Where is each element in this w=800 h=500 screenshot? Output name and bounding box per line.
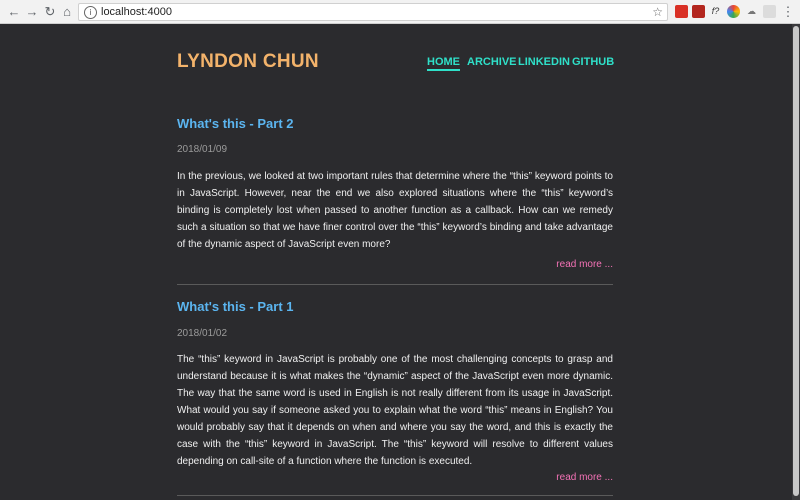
weather-extension-icon[interactable]: ☁ — [747, 6, 756, 16]
post-divider — [177, 495, 613, 496]
post-excerpt: In the previous, we looked at two important rules that determine where the “this” keyword points to in JavaScript. However, near the end we also explored situations where the “this” keyword’s binding is completely lost when passed to another function as a callback. How can we remedy such a situation so that we have finer control over the “this” keyword’s binding and take advantage of the dynamic aspect of JavaScript even more? — [177, 171, 613, 250]
address-bar-url[interactable]: localhost:4000 — [101, 6, 172, 18]
read-more-link[interactable]: read more ... — [556, 259, 613, 270]
scrollbar-thumb[interactable] — [793, 26, 799, 496]
page-scrollbar[interactable] — [792, 24, 800, 500]
home-icon[interactable]: ⌂ — [63, 4, 71, 19]
page-content — [0, 24, 792, 500]
info-icon[interactable]: i — [84, 6, 97, 19]
post-divider — [177, 284, 613, 285]
site-title[interactable]: LYNDON CHUN — [177, 51, 319, 72]
post-date: 2018/01/02 — [177, 328, 228, 339]
bookmark-star-icon[interactable]: ☆ — [652, 5, 663, 19]
post-excerpt: The “this” keyword in JavaScript is probably one of the most challenging concepts to grasp and understand because it is what makes the “dynamic” aspect of the JavaScript even more dynamic. The way that the same word is used in English is not really different from its usage in JavaScript. What would you say if someone asked you to explain what the word “this” means in English? You would probably say that it depends on when and where you say the word, and this is exactly the case with the “this” keyword in JavaScript. The “this” keyword will resolve to different values depending on call-site of a function where the function is executed. — [177, 354, 613, 467]
reload-icon[interactable]: ↻ — [44, 4, 56, 19]
read-more-link[interactable]: read more ... — [556, 472, 613, 483]
post-title[interactable]: What's this - Part 1 — [177, 299, 294, 314]
formula-extension-icon[interactable]: f? — [711, 6, 720, 16]
nav-github[interactable]: GITHUB — [572, 56, 615, 68]
nav-linkedin[interactable]: LINKEDIN — [518, 56, 570, 68]
color-wheel-extension-icon[interactable] — [727, 5, 740, 18]
forward-arrow-icon[interactable]: → — [25, 4, 39, 19]
back-arrow-icon[interactable]: ← — [7, 4, 21, 19]
menu-icon[interactable]: ⋮ — [781, 4, 795, 19]
grey-extension-icon[interactable] — [763, 5, 776, 18]
browser-toolbar — [0, 0, 800, 24]
nav-home[interactable]: HOME — [427, 56, 460, 71]
nav-archive[interactable]: ARCHIVE — [467, 56, 517, 68]
post-date: 2018/01/09 — [177, 144, 228, 155]
post-title[interactable]: What's this - Part 2 — [177, 116, 294, 131]
address-bar[interactable] — [78, 3, 668, 21]
gmail-extension-icon[interactable] — [675, 5, 688, 18]
red-extension-icon[interactable] — [692, 5, 705, 18]
